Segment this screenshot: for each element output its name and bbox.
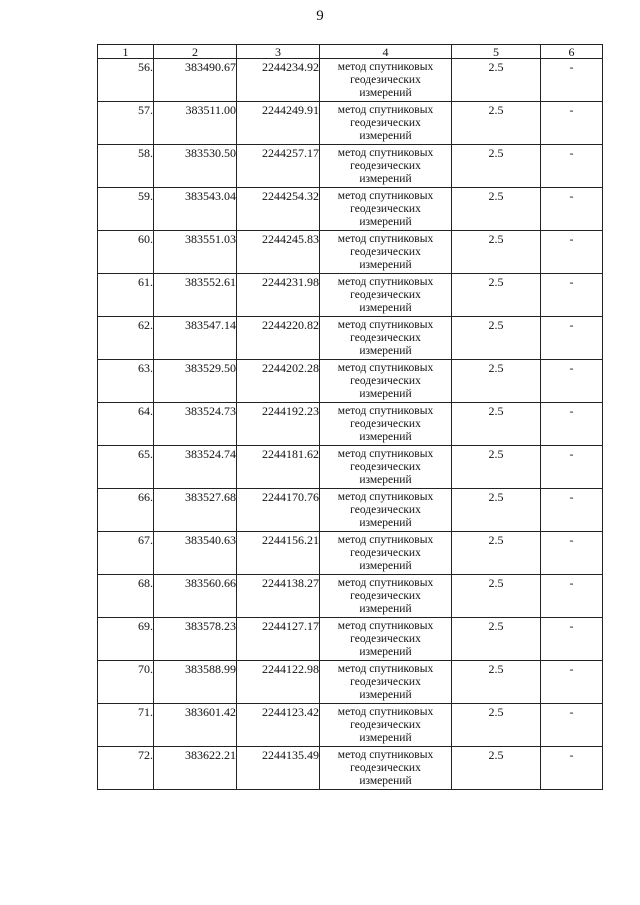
method-line: геодезических [350, 719, 421, 731]
method-line: метод спутниковых [337, 706, 434, 718]
coordinate-y: 2244170.76 [237, 489, 320, 532]
method-line: метод спутниковых [337, 61, 434, 73]
method-line: измерений [359, 87, 412, 99]
method-cell [320, 59, 452, 102]
method-cell [320, 145, 452, 188]
method-line: измерений [359, 474, 412, 486]
empty-value-dash: - [541, 661, 603, 704]
method-cell [320, 360, 452, 403]
method-line: измерений [359, 689, 412, 701]
table-row [98, 59, 603, 102]
method-line: измерений [359, 732, 412, 744]
method-line: метод спутниковых [337, 448, 434, 460]
accuracy-value: 2.5 [452, 59, 541, 102]
empty-value-dash: - [541, 231, 603, 274]
method-cell [320, 747, 452, 790]
method-line: геодезических [350, 504, 421, 516]
coordinate-y: 2244245.83 [237, 231, 320, 274]
method-cell [320, 274, 452, 317]
table-row [98, 145, 603, 188]
accuracy-value: 2.5 [452, 532, 541, 575]
point-number: 70. [98, 661, 154, 704]
header-row [98, 45, 603, 59]
empty-value-dash: - [541, 575, 603, 618]
method-line: измерений [359, 173, 412, 185]
table-row [98, 317, 603, 360]
table-row [98, 661, 603, 704]
empty-value-dash: - [541, 360, 603, 403]
table-row [98, 188, 603, 231]
method-line: измерений [359, 345, 412, 357]
empty-value-dash: - [541, 747, 603, 790]
accuracy-value: 2.5 [452, 704, 541, 747]
coordinate-x: 383490.67 [154, 59, 237, 102]
coordinate-y: 2244254.32 [237, 188, 320, 231]
table-body [98, 59, 603, 790]
point-number: 64. [98, 403, 154, 446]
empty-value-dash: - [541, 102, 603, 145]
empty-value-dash: - [541, 145, 603, 188]
table-row [98, 360, 603, 403]
method-line: геодезических [350, 633, 421, 645]
method-line: метод спутниковых [337, 362, 434, 374]
method-line: метод спутниковых [337, 319, 434, 331]
accuracy-value: 2.5 [452, 188, 541, 231]
method-cell [320, 704, 452, 747]
point-number: 72. [98, 747, 154, 790]
accuracy-value: 2.5 [452, 274, 541, 317]
point-number: 69. [98, 618, 154, 661]
method-line: измерений [359, 302, 412, 314]
empty-value-dash: - [541, 618, 603, 661]
method-line: геодезических [350, 117, 421, 129]
point-number: 61. [98, 274, 154, 317]
point-number: 60. [98, 231, 154, 274]
method-line: измерений [359, 388, 412, 400]
method-line: метод спутниковых [337, 491, 434, 503]
coordinate-x: 383511.00 [154, 102, 237, 145]
coordinate-y: 2244127.17 [237, 618, 320, 661]
method-line: геодезических [350, 289, 421, 301]
point-number: 57. [98, 102, 154, 145]
table-row [98, 489, 603, 532]
accuracy-value: 2.5 [452, 403, 541, 446]
method-cell [320, 446, 452, 489]
method-line: измерений [359, 603, 412, 615]
method-line: метод спутниковых [337, 276, 434, 288]
table-row [98, 231, 603, 274]
accuracy-value: 2.5 [452, 661, 541, 704]
coordinate-y: 2244257.17 [237, 145, 320, 188]
method-line: геодезических [350, 547, 421, 559]
empty-value-dash: - [541, 317, 603, 360]
point-number: 59. [98, 188, 154, 231]
method-line: измерений [359, 517, 412, 529]
page-number: 9 [316, 8, 324, 24]
header-col-1: 1 [98, 45, 154, 59]
coordinate-x: 383540.63 [154, 532, 237, 575]
header-col-4: 4 [320, 45, 452, 59]
method-line: метод спутниковых [337, 663, 434, 675]
point-number: 66. [98, 489, 154, 532]
method-cell [320, 403, 452, 446]
method-line: измерений [359, 560, 412, 572]
coordinate-y: 2244156.21 [237, 532, 320, 575]
coordinates-table [97, 44, 603, 790]
accuracy-value: 2.5 [452, 575, 541, 618]
method-line: геодезических [350, 375, 421, 387]
coordinate-y: 2244192.23 [237, 403, 320, 446]
header-col-2: 2 [154, 45, 237, 59]
method-cell [320, 532, 452, 575]
table-row [98, 704, 603, 747]
method-cell [320, 618, 452, 661]
header-col-3: 3 [237, 45, 320, 59]
method-line: измерений [359, 775, 412, 787]
coordinate-y: 2244202.28 [237, 360, 320, 403]
table-row [98, 274, 603, 317]
method-line: метод спутниковых [337, 577, 434, 589]
method-line: геодезических [350, 160, 421, 172]
method-line: метод спутниковых [337, 534, 434, 546]
coordinate-x: 383552.61 [154, 274, 237, 317]
accuracy-value: 2.5 [452, 317, 541, 360]
method-cell [320, 489, 452, 532]
empty-value-dash: - [541, 59, 603, 102]
empty-value-dash: - [541, 446, 603, 489]
method-line: геодезических [350, 332, 421, 344]
point-number: 63. [98, 360, 154, 403]
point-number: 62. [98, 317, 154, 360]
coordinate-x: 383578.23 [154, 618, 237, 661]
method-line: геодезических [350, 418, 421, 430]
point-number: 56. [98, 59, 154, 102]
accuracy-value: 2.5 [452, 360, 541, 403]
method-cell [320, 575, 452, 618]
empty-value-dash: - [541, 532, 603, 575]
point-number: 71. [98, 704, 154, 747]
table-row [98, 102, 603, 145]
coordinate-x: 383543.04 [154, 188, 237, 231]
method-line: геодезических [350, 203, 421, 215]
table-row [98, 403, 603, 446]
method-line: измерений [359, 216, 412, 228]
accuracy-value: 2.5 [452, 102, 541, 145]
method-line: метод спутниковых [337, 104, 434, 116]
empty-value-dash: - [541, 489, 603, 532]
table-row [98, 446, 603, 489]
method-line: геодезических [350, 461, 421, 473]
coordinate-y: 2244220.82 [237, 317, 320, 360]
method-line: метод спутниковых [337, 190, 434, 202]
method-line: геодезических [350, 590, 421, 602]
method-line: метод спутниковых [337, 405, 434, 417]
method-line: метод спутниковых [337, 749, 434, 761]
coordinate-y: 2244231.98 [237, 274, 320, 317]
point-number: 67. [98, 532, 154, 575]
method-line: метод спутниковых [337, 233, 434, 245]
coordinate-x: 383524.73 [154, 403, 237, 446]
accuracy-value: 2.5 [452, 618, 541, 661]
coordinate-y: 2244123.42 [237, 704, 320, 747]
method-line: измерений [359, 259, 412, 271]
coordinate-x: 383529.50 [154, 360, 237, 403]
point-number: 65. [98, 446, 154, 489]
method-cell [320, 231, 452, 274]
coordinate-y: 2244181.62 [237, 446, 320, 489]
coordinate-x: 383547.14 [154, 317, 237, 360]
empty-value-dash: - [541, 274, 603, 317]
method-line: геодезических [350, 762, 421, 774]
table-row [98, 747, 603, 790]
coordinate-x: 383530.50 [154, 145, 237, 188]
accuracy-value: 2.5 [452, 489, 541, 532]
accuracy-value: 2.5 [452, 747, 541, 790]
empty-value-dash: - [541, 403, 603, 446]
method-line: метод спутниковых [337, 147, 434, 159]
empty-value-dash: - [541, 704, 603, 747]
table-row [98, 575, 603, 618]
method-line: метод спутниковых [337, 620, 434, 632]
coordinate-y: 2244122.98 [237, 661, 320, 704]
method-line: измерений [359, 646, 412, 658]
coordinate-y: 2244138.27 [237, 575, 320, 618]
method-line: измерений [359, 130, 412, 142]
coordinate-x: 383524.74 [154, 446, 237, 489]
header-col-5: 5 [452, 45, 541, 59]
coordinate-y: 2244135.49 [237, 747, 320, 790]
header-col-6: 6 [541, 45, 603, 59]
empty-value-dash: - [541, 188, 603, 231]
method-line: геодезических [350, 676, 421, 688]
coordinate-x: 383622.21 [154, 747, 237, 790]
method-line: геодезических [350, 74, 421, 86]
method-cell [320, 317, 452, 360]
coordinate-y: 2244249.91 [237, 102, 320, 145]
accuracy-value: 2.5 [452, 231, 541, 274]
method-cell [320, 188, 452, 231]
coordinate-x: 383560.66 [154, 575, 237, 618]
coordinate-x: 383601.42 [154, 704, 237, 747]
coordinate-x: 383551.03 [154, 231, 237, 274]
method-line: геодезических [350, 246, 421, 258]
point-number: 68. [98, 575, 154, 618]
method-cell [320, 661, 452, 704]
accuracy-value: 2.5 [452, 145, 541, 188]
coordinate-y: 2244234.92 [237, 59, 320, 102]
method-cell [320, 102, 452, 145]
table-row [98, 532, 603, 575]
accuracy-value: 2.5 [452, 446, 541, 489]
method-line: измерений [359, 431, 412, 443]
point-number: 58. [98, 145, 154, 188]
table-row [98, 618, 603, 661]
coordinate-x: 383588.99 [154, 661, 237, 704]
coordinate-x: 383527.68 [154, 489, 237, 532]
